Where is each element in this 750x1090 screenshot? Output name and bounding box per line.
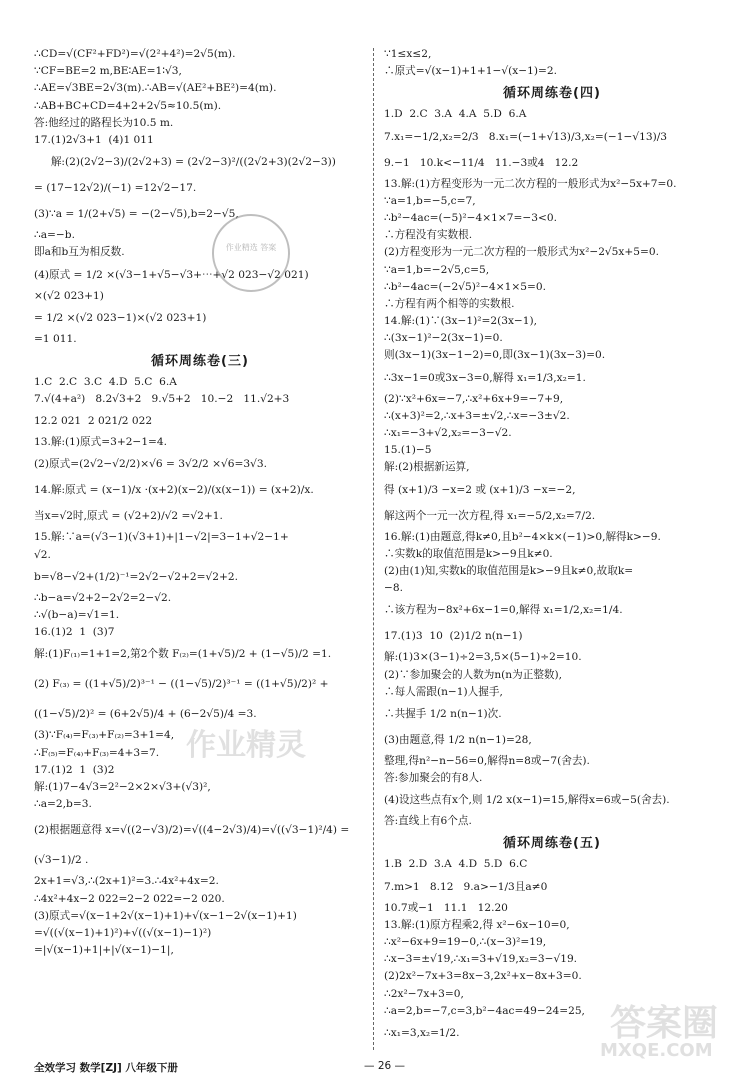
answer-line: ∴(x+3)²=2,∴x+3=±√2,∴x=−3±√2. bbox=[384, 409, 570, 422]
answer-line: (√3−1)/2 . bbox=[34, 854, 89, 867]
answer-line: ∴3x−1=0或3x−3=0,解得 x₁=1/3,x₂=1. bbox=[384, 371, 586, 384]
answer-line: (2)方程变形为一元二次方程的一般形式为x²−2√5x+5=0. bbox=[384, 246, 660, 259]
answer-line: ∴每人需跟(n−1)人握手, bbox=[384, 685, 503, 698]
answer-line: 整理,得n²−n−56=0,解得n=8或−7(舍去). bbox=[384, 754, 590, 767]
answer-line: (2)根据题意得 x=√((2−√3)/2)=√((4−2√3)/4)=√((√3−1)²/4) = bbox=[34, 824, 350, 837]
answer-line: 解:(2)(2√2−3)/(2√2+3) = (2√2−3)²/((2√2+3)(2√2−3)) bbox=[34, 156, 336, 169]
answer-line: ((1−√5)/2)² = (6+2√5)/4 + (6−2√5)/4 =3. bbox=[34, 708, 257, 721]
answer-line: 16.(1)2 1 (3)7 bbox=[34, 626, 115, 639]
answer-line: ∴a=−b. bbox=[34, 229, 75, 242]
answer-line: =|√(x−1)+1|+|√(x−1)−1|, bbox=[34, 944, 174, 957]
answer-line: 解:(1)F₍₁₎=1+1=2,第2个数 F₍₂₎=(1+√5)/2 + (1−√5)/2 =1. bbox=[34, 648, 332, 661]
answer-line: 14.解:(1)∵(3x−1)²=2(3x−1), bbox=[384, 315, 538, 328]
answer-line: 解:(1)3×(3−1)÷2=3,5×(5−1)÷2=10. bbox=[384, 651, 582, 664]
answer-line: 解这两个一元一次方程,得 x₁=−5/2,x₂=7/2. bbox=[384, 509, 596, 522]
answer-line: 当x=√2时,原式 = (√2+2)/√2 =√2+1. bbox=[34, 510, 223, 523]
answer-line: b=√8−√2+(1/2)⁻¹=2√2−√2+2=√2+2. bbox=[34, 570, 238, 583]
answer-line: ∴方程有两个相等的实数根. bbox=[384, 297, 515, 310]
answer-line: ∴√(b−a)=√1=1. bbox=[34, 609, 120, 621]
stamp-text: 作业精选 答案 bbox=[225, 243, 277, 252]
answer-line: ∴原式=√(x−1)+1+1−√(x−1)=2. bbox=[384, 65, 557, 78]
answer-line: 答:他经过的路程长为10.5 m. bbox=[34, 116, 174, 129]
watermark-url: MXQE.COM bbox=[600, 1040, 713, 1061]
answer-line: 13.解:(1)原方程乘2,得 x²−6x−10=0, bbox=[384, 918, 570, 931]
answer-line: 12.2 021 2 021/2 022 bbox=[34, 415, 153, 428]
answer-line: 13.解:(1)方程变形为一元二次方程的一般形式为x²−5x+7=0. bbox=[384, 177, 677, 190]
answer-line: ∴a=2,b=3. bbox=[34, 798, 92, 811]
answer-line: ∵1≤x≤2, bbox=[384, 48, 432, 60]
answer-line: 17.(1)3 10 (2)1/2 n(n−1) bbox=[384, 630, 523, 643]
section-heading: 循环周练卷(三) bbox=[151, 353, 249, 369]
watermark-logo: 答案圈 bbox=[610, 1003, 719, 1044]
answer-line: 17.(1)2 1 (3)2 bbox=[34, 763, 115, 776]
section-heading: 循环周练卷(四) bbox=[503, 86, 601, 102]
page-footer bbox=[34, 1060, 724, 1082]
answer-line: ∴b−a=√2+2−2√2=2−√2. bbox=[34, 591, 172, 604]
answer-line: 10.7或−1 11.1 12.20 bbox=[384, 901, 508, 914]
answer-line: 16.解:(1)由题意,得k≠0,且b²−4×k×(−1)>0,解得k>−9. bbox=[384, 530, 661, 543]
answer-line: 1.B 2.D 3.A 4.D 5.D 6.C bbox=[384, 858, 528, 871]
answer-line: 2x+1=√3,∴(2x+1)²=3.∴4x²+4x=2. bbox=[34, 875, 219, 888]
answer-line: ∴AE=√3BE=2√3(m).∴AB=√(AE²+BE²)=4(m). bbox=[34, 82, 277, 95]
answer-line: (2) F₍₃₎ = ((1+√5)/2)³⁻¹ − ((1−√5)/2)³⁻¹ = ((1+√5)/2)² + bbox=[34, 678, 329, 691]
answer-line: (2)∵x²+6x=−7,∴x²+6x+9=−7+9, bbox=[384, 392, 564, 405]
answer-line: 14.解:原式 = (x−1)/x ·(x+2)(x−2)/(x(x−1)) = (x+2)/x. bbox=[34, 484, 314, 497]
answer-line: ∴x₁=3,x₂=1/2. bbox=[384, 1026, 460, 1039]
watermark-stamp bbox=[212, 214, 290, 292]
answer-line: 7.x₁=−1/2,x₂=2/3 8.x₁=(−1+√13)/3,x₂=(−1−√13)/3 bbox=[384, 130, 668, 143]
answer-line: ∴共握手 1/2 n(n−1)次. bbox=[384, 707, 502, 720]
answer-line: ∴该方程为−8x²+6x−1=0,解得 x₁=1/2,x₂=1/4. bbox=[384, 604, 623, 617]
answer-line: ∴x−3=±√19,∴x₁=3+√19,x₂=3−√19. bbox=[384, 953, 578, 966]
column-divider bbox=[373, 48, 374, 1050]
answer-line: (4)原式 = 1/2 ×(√3−1+√5−√3+⋯+√2 023−√2 021) bbox=[34, 268, 309, 281]
answer-line: (2)由(1)知,实数k的取值范围是k>−9且k≠0,故取k= bbox=[384, 564, 634, 577]
answer-line: √2. bbox=[34, 548, 51, 561]
answer-line: (3)由题意,得 1/2 n(n−1)=28, bbox=[384, 733, 532, 746]
answer-line: 1.D 2.C 3.A 4.A 5.D 6.A bbox=[384, 108, 527, 121]
answer-line: = (17−12√2)/(−1) =12√2−17. bbox=[34, 182, 197, 195]
answer-line: (3)∵a = 1/(2+√5) = −(2−√5),b=2−√5, bbox=[34, 208, 239, 221]
answer-line: ∴b²−4ac=(−5)²−4×1×7=−3<0. bbox=[384, 211, 557, 224]
answer-line: 解:(2)根据新运算, bbox=[384, 461, 470, 474]
right-column bbox=[384, 46, 720, 1046]
answer-line: = 1/2 ×(√2 023−1)×(√2 023+1) bbox=[34, 311, 207, 324]
answer-line: ∴F₍₅₎=F₍₄₎+F₍₃₎=4+3=7. bbox=[34, 746, 160, 759]
answer-line: ∴AB+BC+CD=4+2+2√5≈10.5(m). bbox=[34, 99, 222, 112]
answer-line: ∵a=1,b=−2√5,c=5, bbox=[384, 263, 490, 276]
answer-line: 解:(1)7−4√3=2²−2×2×√3+(√3)², bbox=[34, 780, 211, 793]
answer-line: (2)原式=(2√2−√2/2)×√6 = 3√2/2 ×√6=3√3. bbox=[34, 458, 267, 471]
answer-line: ∴2x²−7x+3=0, bbox=[384, 987, 464, 1000]
answer-line: ∴x₁=−3+√2,x₂=−3−√2. bbox=[384, 427, 512, 439]
answer-line: ×(√2 023+1) bbox=[34, 289, 104, 302]
answer-line: ∴方程没有实数根. bbox=[384, 229, 473, 242]
answer-line: ∴a=2,b=−7,c=3,b²−4ac=49−24=25, bbox=[384, 1004, 585, 1017]
answer-line: (3)∵F₍₄₎=F₍₃₎+F₍₂₎=3+1=4, bbox=[34, 729, 175, 742]
answer-line: ∴实数k的取值范围是k>−9且k≠0. bbox=[384, 547, 553, 560]
answer-line: ∴4x²+4x−2 022=2−2 022=−2 020. bbox=[34, 892, 225, 905]
answer-line: 17.(1)2√3+1 (4)1 011 bbox=[34, 133, 154, 146]
answer-line: ∴(3x−1)²−2(3x−1)=0. bbox=[384, 332, 503, 345]
answer-line: 答:参加聚会的有8人. bbox=[384, 772, 483, 785]
answer-line: ∵CF=BE=2 m,BE∶AE=1∶√3, bbox=[34, 65, 182, 78]
answer-line: (4)设这些点有x个,则 1/2 x(x−1)=15,解得x=6或−5(舍去). bbox=[384, 794, 670, 807]
answer-line: 15.(1)−5 bbox=[384, 444, 432, 457]
answer-line: ∴x²−6x+9=19−0,∴(x−3)²=19, bbox=[384, 936, 547, 948]
answer-line: =√((√(x−1)+1)²)+√((√(x−1)−1)²) bbox=[34, 926, 212, 939]
answer-line: 7.m>1 8.12 9.a>−1/3且a≠0 bbox=[384, 880, 548, 893]
answer-line: 则(3x−1)(3x−1−2)=0,即(3x−1)(3x−3)=0. bbox=[384, 349, 606, 362]
answer-line: 答:直线上有6个点. bbox=[384, 815, 472, 828]
answer-line: ∴b²−4ac=(−2√5)²−4×1×5=0. bbox=[384, 280, 546, 293]
answer-line: ∵a=1,b=−5,c=7, bbox=[384, 194, 476, 207]
answer-line: ∴CD=√(CF²+FD²)=√(2²+4²)=2√5(m). bbox=[34, 48, 236, 60]
answer-line: −8. bbox=[384, 582, 403, 595]
section-heading: 循环周练卷(五) bbox=[503, 836, 601, 852]
answer-line: (3)原式=√(x−1+2√(x−1)+1)+√(x−1−2√(x−1)+1) bbox=[34, 909, 297, 922]
answer-line: 1.C 2.C 3.C 4.D 5.C 6.A bbox=[34, 375, 177, 388]
answer-line: 即a和b互为相反数. bbox=[34, 246, 125, 259]
page-number: — 26 — bbox=[364, 1060, 406, 1072]
answer-line: =1 011. bbox=[34, 332, 77, 345]
answer-line: 得 (x+1)/3 −x=2 或 (x+1)/3 −x=−2, bbox=[384, 483, 576, 496]
answer-line: (2)2x²−7x+3=8x−3,2x²+x−8x+3=0. bbox=[384, 970, 582, 983]
answer-line: 9.−1 10.k<−11/4 11.−3或4 12.2 bbox=[384, 156, 579, 169]
watermark-text: 作业精灵 bbox=[186, 728, 306, 763]
answer-line: 13.解:(1)原式=3+2−1=4. bbox=[34, 436, 168, 449]
left-column bbox=[34, 46, 366, 959]
answer-line: 15.解:∵a=(√3−1)(√3+1)+|1−√2|=3−1+√2−1+ bbox=[34, 531, 289, 544]
answer-line: (2)∵参加聚会的人数为n(n为正整数), bbox=[384, 668, 563, 681]
footer-book-title: 全效学习 数学[ZJ] 八年级下册 bbox=[34, 1062, 178, 1074]
answer-line: 7.√(4+a²) 8.2√3+2 9.√5+2 10.−2 11.√2+3 bbox=[34, 393, 290, 406]
